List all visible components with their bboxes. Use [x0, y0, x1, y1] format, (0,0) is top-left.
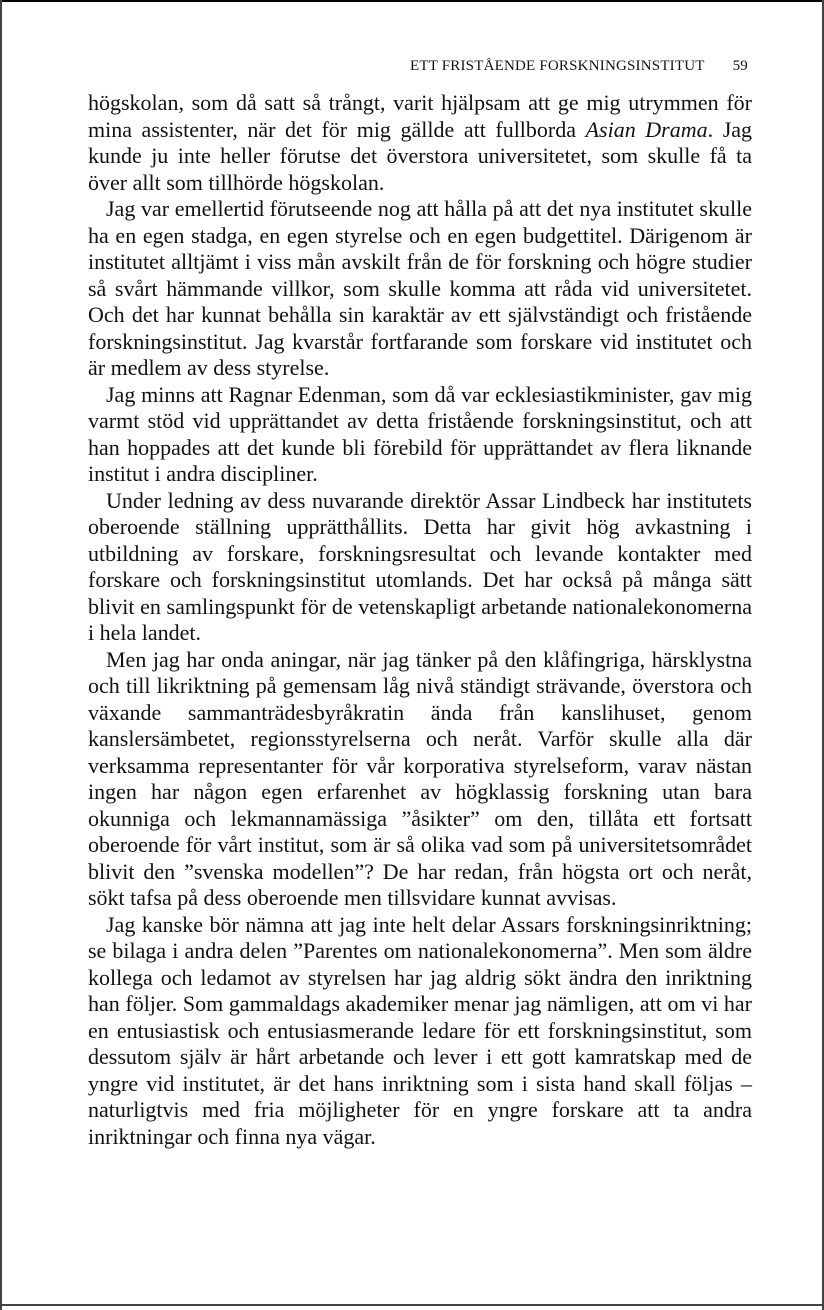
- paragraph: Under ledning av dess nuvarande direktör Assar Lindbeck har institutets oberoende ställning upprätthållits. Detta har givit hög avkastning i utbildning av forskare, forskningsresultat och levande kontakter med forskare och forskningsinstitut utomlands. Det har också på många sätt blivit en samlingspunkt för de vetenskapligt arbetande nationalekonomerna i hela landet.: [88, 487, 752, 645]
- paragraph: högskolan, som då satt så trångt, varit hjälpsam att ge mig utrymmen för mina assistenter, när det för mig gällde att fullborda Asian Drama. Jag kunde ju inte heller förutse det överstora universitetet, som skulle få ta över allt som tillhörde högskolan.: [88, 90, 753, 195]
- running-header: [88, 58, 748, 75]
- running-header-title: ETT FRISTÅENDE FORSKNINGSINSTITUT: [409, 58, 705, 74]
- page-left-edge: [0, 0, 2, 1310]
- paragraph: Men jag har onda aningar, när jag tänker på den klåfingriga, härsklystna och till likriktning på gemensam låg nivå ständigt strävande, överstora och växande sammanträdesbyråkratin ända från kanslihuset, genom kanslersämbetet, regionsstyrelserna och neråt. Varför skulle alla där verksamma representanter för vår korporativa styrelseform, varav nästan ingen har någon egen erfarenhet av högklassig forskning utan bara okunniga och lekmannamässiga ”åsikter” om den, tillåta ett fortsatt oberoende för vårt institut, som är så olika vad som på universitetsområdet blivit den ”svenska modellen”? De har redan, från högsta ort och neråt, sökt tafsa på dess oberoende men tillsvidare kunnat avvisas.: [88, 646, 752, 910]
- book-title: Asian Drama: [585, 116, 708, 142]
- paragraph: Jag kanske bör nämna att jag inte helt delar Assars forskningsinriktning; se bilaga i andra delen ”Parentes om nationalekonomerna”. Men som äldre kollega och ledamot av styrelsen har jag aldrig sökt ändra den inriktning han följer. Som gammaldags akademiker menar jag nämligen, att om vi har en entusiastisk och entusiasmerande ledare för ett forskningsinstitut, som dessutom själv är hårt arbetande och lever i ett gott kamratskap med de yngre vid institutet, är det hans inriktning som i sista hand skall följas – naturligtvis med fria möjligheter för en yngre forskare att ta andra inriktningar och finna nya vägar.: [88, 911, 752, 1149]
- page-number: 59: [732, 58, 748, 74]
- paragraph: Jag var emellertid förutseende nog att hålla på att det nya institutet skulle ha en egen stadga, en egen styrelse och en egen budgettitel. Därigenom är institutet alltjämt i viss mån avskilt från de för forskning och högre studier så svårt hämmande villkor, som skulle komma att råda vid universitetet. Och det har kunnat behålla sin karaktär av ett självständigt och fristående forskningsinstitut. Jag kvarstår fortfarande som forskare vid institutet och är medlem av dess styrelse.: [88, 196, 752, 380]
- page-bottom-edge: [0, 1304, 824, 1306]
- page-top-edge: [0, 0, 824, 2]
- body-text: [88, 90, 752, 1150]
- paragraph: Jag minns att Ragnar Edenman, som då var ecklesiastikminister, gav mig varmt stöd vid upprättandet av detta fristående forskningsinstitut, och att han hoppades att det kunde bli förebild för upprättandet av flera liknande institut i andra discipliner.: [88, 381, 752, 486]
